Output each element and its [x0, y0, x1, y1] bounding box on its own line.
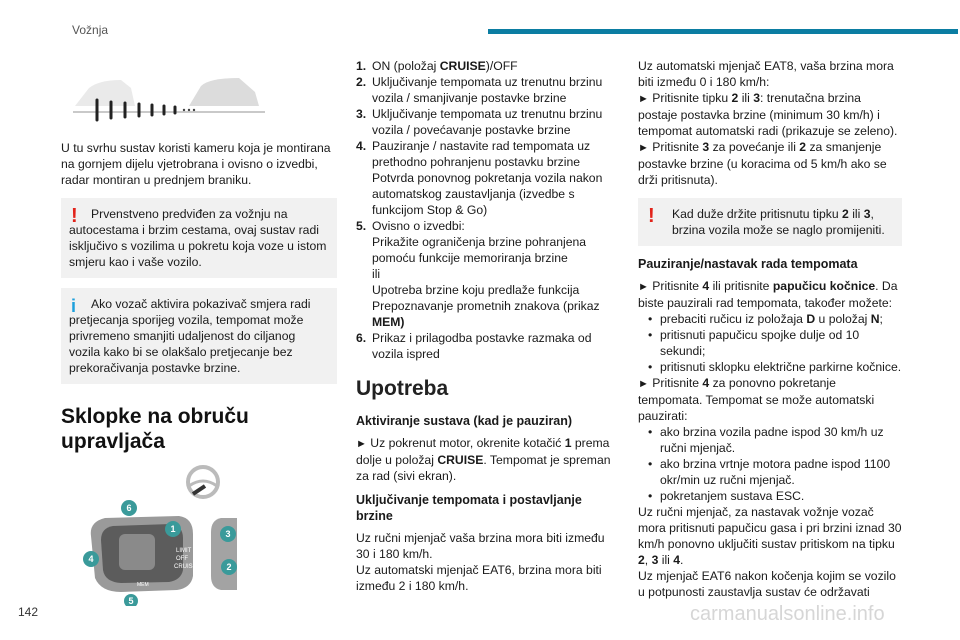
- header-accent-bar: [488, 29, 958, 34]
- restart-paragraph: ► Pritisnite 4 za ponovno pokretanje tempomata. Tempomat se može automatski pauzirati:: [638, 376, 875, 423]
- arrow-icon: ►: [356, 438, 367, 450]
- watermark: carmanualsonline.info: [690, 603, 885, 625]
- page-number: 142: [18, 605, 39, 619]
- arrow-icon: ►: [638, 378, 649, 390]
- badge-3: 3: [225, 529, 231, 539]
- bullet-press-2-3: ► Pritisnite tipku 2 ili 3: trenutačna brzina postaje postavka brzine (minimum 30 km/h) i tempomat automatski radi (prikazuje se zeleno).: [638, 91, 898, 138]
- section-title-usage: Upotreba: [356, 377, 449, 400]
- section-title-steering-switches: Sklopke na obruču upravljača: [61, 405, 249, 453]
- badge-4: 4: [88, 554, 94, 564]
- car-following-illustration: [69, 66, 269, 128]
- label-off: OFF: [176, 556, 188, 562]
- badge-5: 5: [128, 596, 134, 606]
- badge-6: 6: [126, 503, 132, 513]
- setting-manual: Uz ručni mjenjač vaša brzina mora biti između 30 i 180 km/h.: [356, 531, 605, 561]
- list-item: • ako brzina vrtnje motora padne ispod 1100 okr/min uz ručni mjenjač.: [638, 456, 902, 488]
- eat8-paragraph: Uz automatski mjenjač EAT8, vaša brzina mora biti između 0 i 180 km/h:: [638, 59, 894, 89]
- controls-list: [356, 58, 614, 362]
- list-item: • pokretanjem sustava ESC.: [638, 488, 902, 504]
- steering-controls-diagram: [61, 456, 337, 606]
- subtitle-pause: Pauziranje/nastavak rada tempomata: [638, 257, 858, 271]
- warning-icon: !: [71, 205, 78, 227]
- warning-text: Prvenstveno predviđen za vožnju na autocestama i brzim cestama, ovaj sustav radi isključivo s vozilima u pokretu koja voze u istom smjeru kao i vaše vozilo.: [69, 207, 327, 269]
- steering-wheel-icon: [188, 467, 218, 497]
- subtitle-setting: Uključivanje tempomata i postavljanje brzine: [356, 493, 582, 523]
- list-item: • ako brzina vozila padne ispod 30 km/h uz ručni mjenjač.: [638, 424, 902, 456]
- auto-pause-list: [638, 424, 902, 504]
- list-item: • pritisnuti sklopku električne parkirne kočnice.: [638, 359, 902, 375]
- info-icon: i: [71, 296, 77, 316]
- warning-text-2: Kad duže držite pritisnutu tipku 2 ili 3, brzina vozila može se naglo promijeniti.: [672, 207, 885, 237]
- subtitle-activation: Aktiviranje sustava (kad je pauziran): [356, 414, 573, 428]
- info-callout: [61, 288, 337, 384]
- arrow-icon: ►: [638, 142, 649, 154]
- column-1: [61, 66, 337, 606]
- label-mem: MEM: [137, 582, 149, 588]
- list-item: • prebaciti ručicu iz položaja D u položaj N;: [638, 311, 902, 327]
- pause-paragraph: ► Pritisnite 4 ili pritisnite papučicu kočnice. Da biste pauzirali rad tempomata, također možete:: [638, 279, 898, 310]
- list-item: 3. Uključivanje tempomata uz trenutnu brzinu vozila / povećavanje postavke brzine: [356, 107, 603, 137]
- list-item: 5. Ovisno o izvedbi: Prikažite ograničenja brzine pohranjena pomoću funkcije memoriranja brzine ili Upotreba brzine koju predlaže funkcija Prepoznavanje prometnih znakova (prikaz MEM): [356, 219, 600, 329]
- badge-2: 2: [226, 562, 232, 572]
- list-item: 4. Pauziranje / nastavite rad tempomata uz prethodno pohranjenu postavku brzine Potvrda ponovnog pokretanja vozila nakon automatskog zaustavljanja (izvedbe s funkcijom Stop & Go): [356, 139, 603, 217]
- warning-icon: !: [648, 205, 655, 227]
- activation-paragraph: ► Uz pokrenut motor, okrenite kotačić 1 prema dolje u položaj CRUISE. Tempomat je spreman za rad (sivi ekran).: [356, 436, 611, 483]
- list-item: • pritisnuti papučicu spojke dulje od 10 sekundi;: [638, 327, 902, 359]
- running-header: Vožnja: [72, 23, 109, 37]
- info-text: Ako vozač aktivira pokazivač smjera radi pretjecanja sporijeg vozila, tempomat može privremeno smanjiti udaljenost do ciljanog vozila kako bi se olakšalo pretjecanje bez prekoračivanja postavke brzine.: [69, 297, 311, 375]
- list-item: 2. Uključivanje tempomata uz trenutnu brzinu vozila / smanjivanje postavke brzine: [356, 75, 603, 105]
- warning-callout-2: [638, 198, 902, 246]
- intro-paragraph: U tu svrhu sustav koristi kameru koja je montirana na gornjem dijelu vjetrobrana i ovisno o izvedbi, radar montiran u prednjem braniku.: [61, 141, 331, 187]
- eat6-paragraph: Uz mjenjač EAT6 nakon kočenja kojim se vozilo u potpunosti zaustavlja sustav će održavati: [638, 569, 896, 599]
- list-item: 6. Prikaz i prilagodba postavke razmaka od vozila ispred: [356, 331, 592, 361]
- arrow-icon: ►: [638, 281, 649, 293]
- label-limit: LIMIT: [176, 548, 192, 554]
- setting-eat6: Uz automatski mjenjač EAT6, brzina mora biti između 2 i 180 km/h.: [356, 563, 602, 593]
- label-cruise: CRUISE: [174, 564, 197, 570]
- warning-callout: [61, 198, 337, 278]
- list-item: 1. ON (položaj CRUISE)/OFF: [356, 59, 518, 73]
- column-2: [356, 58, 614, 594]
- badge-1: 1: [170, 524, 176, 534]
- column-3: [638, 58, 902, 600]
- pause-options-list: [638, 311, 902, 375]
- manual-gearbox-paragraph: Uz ručni mjenjač, za nastavak vožnje vozač mora pritisnuti papučicu gasa i pri brzini iznad 30 km/h ponovno uključiti sustav pritiskom na tipku 2, 3 ili 4.: [638, 505, 902, 567]
- bullet-adjust-speed: ► Pritisnite 3 za povećanje ili 2 za smanjenje postavke brzine (u koracima od 5 km/h ako se drži pritisnuta).: [638, 140, 887, 187]
- arrow-icon: ►: [638, 93, 649, 105]
